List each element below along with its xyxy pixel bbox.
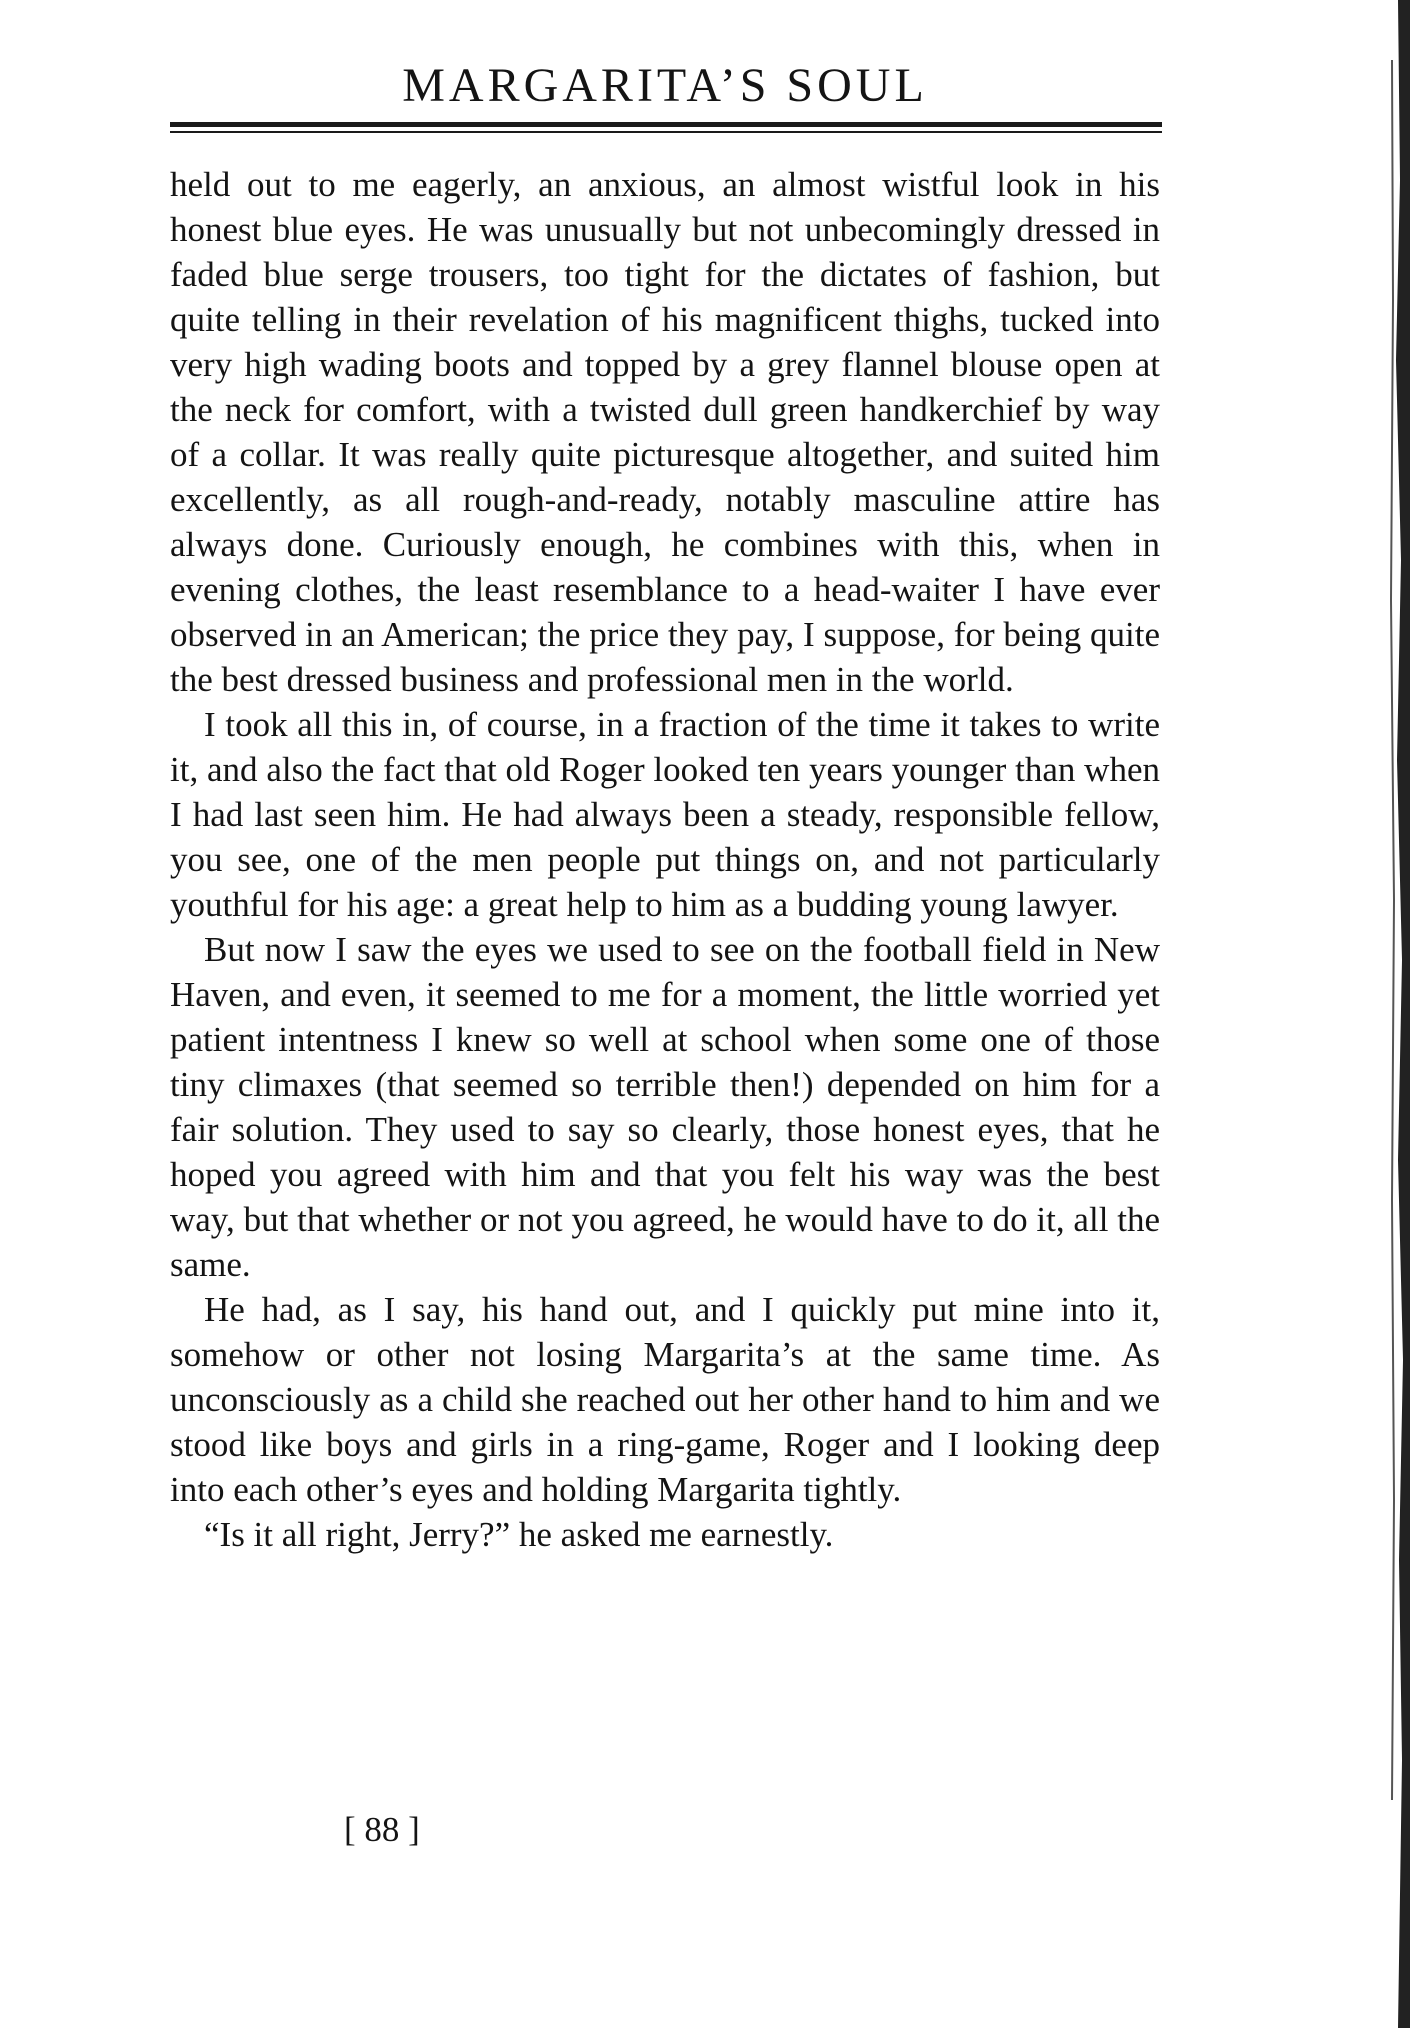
page-number: [ 88 ]	[344, 1810, 420, 1849]
paragraph: He had, as I say, his hand out, and I quickly put mine into it, somehow or other not losing Margarita’s at the same time. As unconsciously as a child she reached out her other hand to him and we stood like boys and girls in a ring-game, Roger and I looking deep into each other’s eyes and holding Margarita tightly.	[170, 1290, 1160, 1509]
header-rule-thick	[170, 122, 1162, 127]
binding-edge	[1380, 0, 1410, 2028]
paragraph-dialogue: “Is it all right, Jerry?” he asked me earnestly.	[204, 1515, 834, 1554]
body-text	[170, 162, 1160, 1557]
paragraph-continued: held out to me eagerly, an anxious, an almost wistful look in his honest blue eyes. He was unusually but not unbecomingly dressed in faded blue serge trousers, too tight for the dictates of fashion, but quite telling in their revelation of his magnificent thighs, tucked into very high wading boots and topped by a grey flannel blouse open at the neck for comfort, with a twisted dull green handkerchief by way of a collar. It was really quite picturesque altogether, and suited him excellently, as all rough-and-ready, notably masculine attire has always done. Curiously enough, he combines with this, when in evening clothes, the least resemblance to a head-waiter I have ever observed in an American; the price they pay, I suppose, for being quite the best dressed business and professional men in the world.	[170, 165, 1160, 699]
paragraph: But now I saw the eyes we used to see on the football field in New Haven, and even, it seemed to me for a moment, the little worried yet patient intentness I knew so well at school when some one of those tiny climaxes (that seemed so terrible then!) depended on him for a fair solution. They used to say so clearly, those honest eyes, that he hoped you agreed with him and that you felt his way was the best way, but that whether or not you agreed, he would have to do it, all the same.	[170, 930, 1160, 1284]
paragraph: I took all this in, of course, in a fraction of the time it takes to write it, and also the fact that old Roger looked ten years younger than when I had last seen him. He had always been a steady, responsible fellow, you see, one of the men people put things on, and not particularly youthful for his age: a great help to him as a budding young lawyer.	[170, 705, 1160, 924]
running-title: MARGARITA’S SOUL	[402, 59, 928, 112]
header-rule-thin	[170, 131, 1162, 133]
